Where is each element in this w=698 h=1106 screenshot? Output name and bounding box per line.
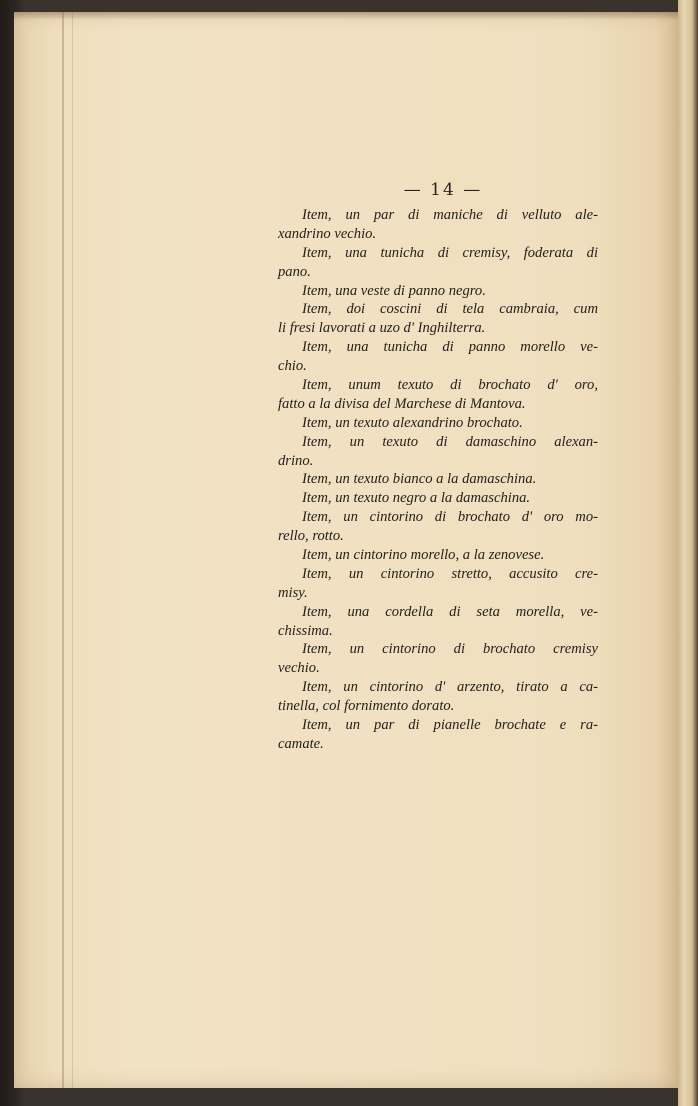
- text-line: chio.: [278, 358, 307, 375]
- text-line: xandrino vechio.: [278, 225, 377, 242]
- text-line: Item, un texuto negro a la damaschina.: [302, 490, 531, 507]
- text-line: drino.: [278, 452, 314, 469]
- inventory-text: [278, 206, 598, 754]
- text-line: Item, un cintorino morello, a la zenovese.: [302, 547, 545, 564]
- text-line: Item, un cintorino di brochato d' oro mo-: [302, 509, 598, 526]
- text-line: li fresi lavorati a uzo d' Inghilterra.: [278, 320, 486, 337]
- text-line: tinella, col fornimento dorato.: [278, 698, 455, 715]
- text-line: Item, un texuto di damaschino alexan-: [302, 433, 598, 450]
- text-line: Item, unum texuto di brochato d' oro,: [302, 377, 598, 394]
- text-line: fatto a la divisa del Marchese di Mantova.: [278, 395, 526, 412]
- text-line: pano.: [278, 263, 311, 280]
- text-line: Item, un texuto bianco a la damaschina.: [302, 471, 537, 488]
- text-line: Item, un par di maniche di velluto ale-: [302, 207, 598, 223]
- text-line: Item, una veste di panno negro.: [302, 282, 486, 299]
- page-top-shadow: [14, 12, 678, 20]
- text-line: Item, una cordella di seta morella, ve-: [302, 603, 598, 620]
- text-line: Item, una tunicha di panno morello ve-: [302, 339, 598, 356]
- text-line: vechio.: [278, 660, 320, 677]
- text-line: Item, un par di pianelle brochate e ra-: [302, 717, 598, 734]
- next-page-edge: [678, 0, 698, 1106]
- text-line: Item, una tunicha di cremisy, foderata di: [302, 244, 598, 261]
- text-line: Item, un cintorino d' arzento, tirato a ca-: [302, 679, 598, 696]
- text-line: Item, un cintorino stretto, accusito cre-: [302, 565, 598, 582]
- text-line: Item, un cintorino di brochato cremisy: [302, 641, 598, 658]
- page-fold-line-inner: [72, 12, 73, 1088]
- text-line: rello, rotto.: [278, 528, 344, 545]
- text-line: misy.: [278, 584, 308, 601]
- text-line: camate.: [278, 735, 324, 752]
- text-line: chissima.: [278, 622, 333, 639]
- page-fold-line: [62, 12, 64, 1088]
- page-number: — 14 —: [403, 180, 483, 200]
- text-line: Item, doi coscini di tela cambraia, cum: [302, 301, 598, 318]
- text-line: Item, un texuto alexandrino brochato.: [302, 414, 523, 431]
